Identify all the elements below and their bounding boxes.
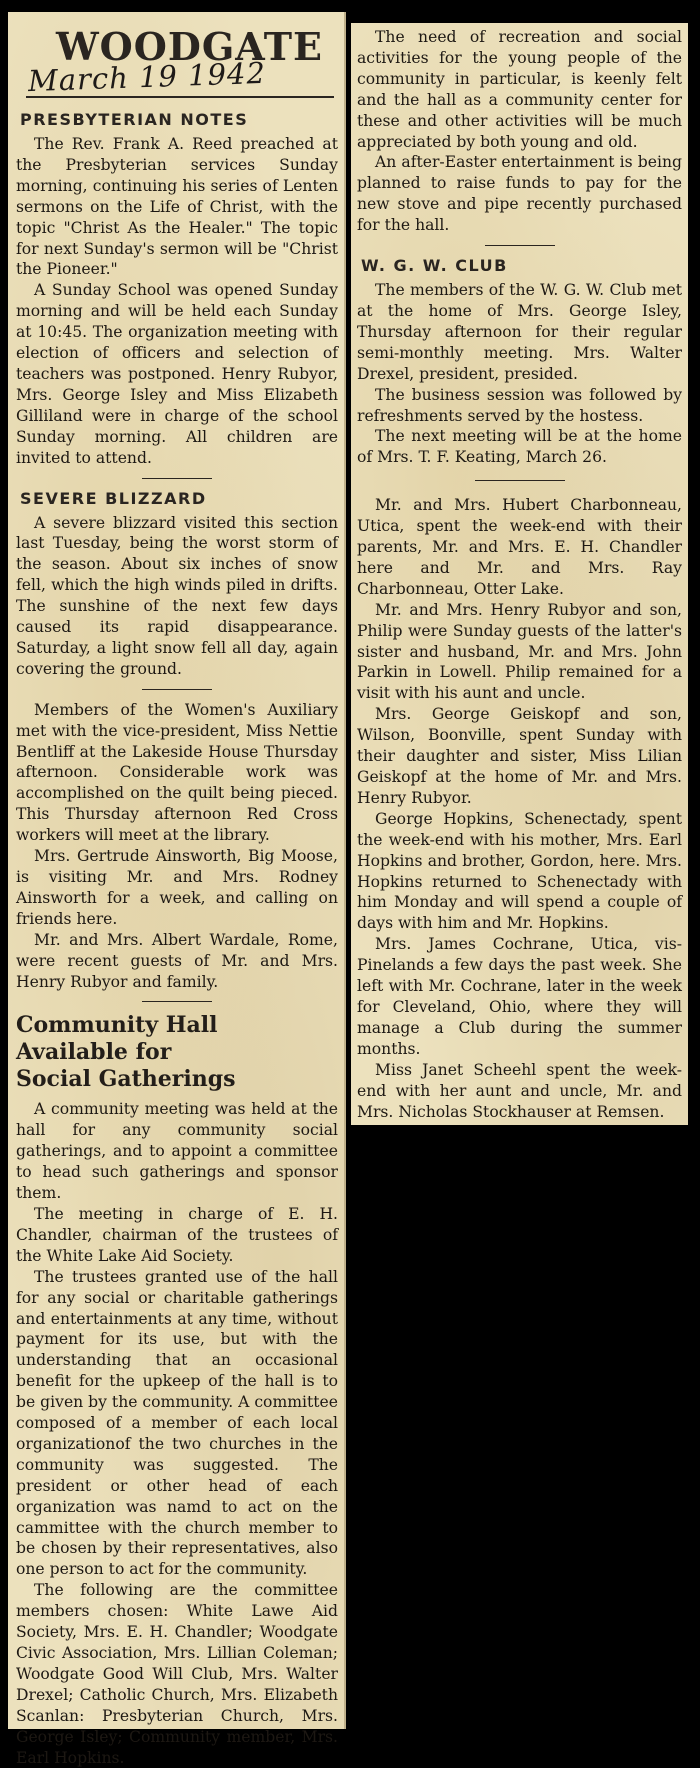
paragraph: The following are the committee members chosen: White Lawe Aid Society, Mrs. E. H. Chandler; Woodgate Civic Association, Mrs. Lillian Coleman; Woodgate Good Will Club, Mrs. Walter Drexel; Catholic Church, Mrs. Elizabeth Scanlan: Presbyterian Church, Mrs. George Isley; Community member, Mrs. Earl Hopkins. <box>16 1581 338 1767</box>
paragraph: The Rev. Frank A. Reed preached at the Presbyterian services Sunday morning, continuing his series of Lenten sermons on the Life of Christ, with the topic "Christ As the Healer." The topic for next Sunday's sermon will be "Christ the Pioneer." <box>16 135 338 279</box>
paragraph: A severe blizzard visited this section last Tuesday, being the worst storm of the season. About six inches of snow fell, which the high winds piled in drifts. The sunshine of the next few days caused its rapid disappearance. Saturday, a light snow fell all day, again covering the ground. <box>16 513 338 678</box>
paragraph: Mrs. Gertrude Ainsworth, Big Moose, is visiting Mr. and Mrs. Rodney Ainsworth for a week, and calling on friends here. <box>16 847 338 928</box>
paragraph: Mr. and Mrs. Albert Wardale, Rome, were recent guests of Mr. and Mrs. Henry Rubyor and family. <box>16 930 338 991</box>
masthead <box>16 16 338 104</box>
paragraph: The meeting in charge of E. H. Chandler, chairman of the trustees of the White Lake Aid Society. <box>16 1204 338 1265</box>
paragraph: A community meeting was held at the hall for any community social gatherings, and to appoint a committee to head such gatherings and sponsor them. <box>16 1100 338 1203</box>
paragraph: The next meeting will be at the home of Mrs. T. F. Keating, March 26. <box>357 427 682 467</box>
separator <box>485 245 555 246</box>
paragraph: The members of the W. G. W. Club met at the home of Mrs. George Isley, Thursday afternoon for their regular semi-monthly meeting. Mrs. Walter Drexel, president, presided. <box>357 281 682 383</box>
paragraph: The business session was followed by refreshments served by the hostess. <box>357 385 682 425</box>
handwritten-date: March 19 1942 <box>27 55 267 99</box>
heading-line: Community Hall <box>16 1012 218 1039</box>
newspaper-section-title: WOODGATE <box>56 24 323 69</box>
paragraph: An after-Easter entertainment is being planned to raise funds to pay for the new stove and pipe recently purchased for the hall. <box>357 153 682 235</box>
paragraph: The trustees granted use of the hall for any social or charitable gatherings and entertainments at any time, without payment for its use, but with the understanding that an occasional benefit for the upkeep of the hall is to be given by the community. A committee composed of a member of each local organizationof the two churches in the community was suggested. The president or other head of each organization was namd to act on the cammittee with the church member to be chosen by their representatives, also one person to act for the community. <box>16 1267 338 1579</box>
heading-line: Available for <box>16 1039 172 1066</box>
paragraph: A Sunday School was opened Sunday morning and will be held each Sunday at 10:45. The organization meeting with election of officers and selection of teachers was postponed. Henry Rubyor, Mrs. George Isley and Miss Elizabeth Gilliland were in charge of the school Sunday morning. All children are invited to attend. <box>16 281 338 467</box>
paragraph: Mrs. George Geiskopf and son, Wilson, Boonville, spent Sunday with their daughter and sister, Miss Lilian Geiskopf at the home of Mr. and Mrs. Henry Rubyor. <box>357 705 682 807</box>
clipping-right-column <box>351 23 688 1125</box>
paragraph: Mr. and Mrs. Henry Rubyor and son, Philip were Sunday guests of the latter's sister and husband, Mr. and Mrs. John Parkin in Lowell. Philip remained for a visit with his aunt and uncle. <box>357 600 682 703</box>
paragraph: George Hopkins, Schenectady, spent the week-end with his mother, Mrs. Earl Hopkins and brother, Gordon, here. Mrs. Hopkins returned to Schenectady with him Monday and will spend a couple of days with him and Mr. Hopkins. <box>357 809 682 933</box>
masthead-rule <box>26 96 334 98</box>
heading-severe-blizzard: SEVERE BLIZZARD <box>20 488 207 508</box>
separator <box>475 480 565 481</box>
paragraph: Mrs. James Cochrane, Utica, vis-Pinelands a few days the past week. She left with Mr. Cochrane, later in the week for Cleveland, Ohio, where they will manage a Club during the summer months. <box>357 935 682 1058</box>
separator <box>142 478 212 479</box>
heading-line: Social Gatherings <box>16 1066 236 1093</box>
heading-community-hall <box>16 1012 338 1093</box>
paragraph: Members of the Women's Auxiliary met with the vice-president, Miss Nettie Bentliff at the Lakeside House Thursday afternoon. Considerable work was accomplished on the quilt being pieced. This Thursday afternoon Red Cross workers will meet at the library. <box>16 700 338 845</box>
clipping-left-column <box>8 12 346 1767</box>
paragraph: Mr. and Mrs. Hubert Charbonneau, Utica, spent the week-end with their parents, Mr. and Mrs. E. H. Chandler here and Mr. and Mrs. Ray Charbonneau, Otter Lake. <box>357 496 682 598</box>
heading-wgw-club: W. G. W. CLUB <box>361 256 508 276</box>
heading-presbyterian-notes: PRESBYTERIAN NOTES <box>20 110 249 129</box>
paragraph: Miss Janet Scheehl spent the week-end with her aunt and uncle, Mr. and Mrs. Nicholas Stockhauser at Remsen. <box>357 1060 682 1121</box>
paragraph: The need of recreation and social activities for the young people of the community in particular, is keenly felt and the hall as a community center for these and other activities will be much appreciated by both young and old. <box>357 28 682 151</box>
separator <box>142 1001 212 1002</box>
separator <box>142 689 212 690</box>
